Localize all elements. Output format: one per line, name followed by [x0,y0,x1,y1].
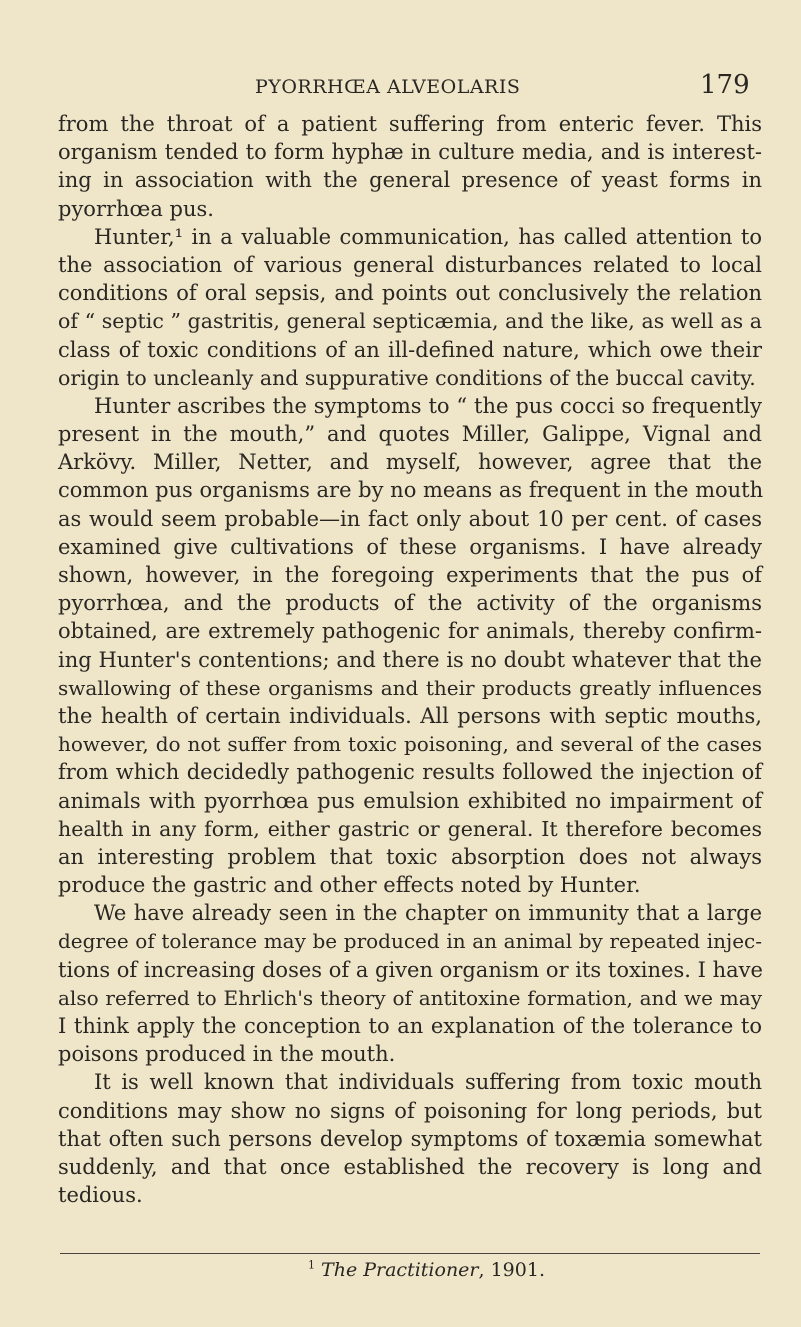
text-line: ing in association with the general presence of yeast forms in [58,168,762,193]
text-line: produce the gastric and other effects noted by Hunter. [58,873,641,898]
running-title: PYORRHŒA ALVEOLARIS [255,76,521,98]
text-line: swallowing of these organisms and their products greatly influences [58,675,762,700]
text-line: as would seem probable—in fact only about 10 per cent. of cases [58,506,762,531]
text-line: Hunter ascribes the symptoms to “ the pus cocci so frequently [94,393,762,418]
text-line: suddenly, and that once established the recovery is long and [58,1154,762,1179]
text-line: also referred to Ehrlich's theory of antitoxine formation, and we may [58,985,762,1010]
text-line: class of toxic conditions of an ill-defined nature, which owe their [58,337,762,362]
text-line: organism tended to form hyphæ in culture media, and is interest- [58,140,762,165]
text-line: It is well known that individuals suffering from toxic mouth [94,1070,762,1095]
body-text [58,110,762,1209]
page-header [0,70,801,102]
text-line: Arkövy. Miller, Netter, and myself, however, agree that the [58,450,762,475]
text-line: that often such persons develop symptoms of toxæmia somewhat [58,1126,762,1151]
text-line: from which decidedly pathogenic results followed the injection of [58,760,762,785]
text-line: pyorrhœa pus. [58,196,214,221]
footnote [308,1259,545,1281]
text-line: the health of certain individuals. All persons with septic mouths, [58,703,762,728]
text-line: the association of various general disturbances related to local [58,252,762,277]
text-line: examined give cultivations of these organisms. I have already [58,534,762,559]
text-line: conditions of oral sepsis, and points out conclusively the relation [58,281,762,306]
text-line: an interesting problem that toxic absorption does not always [58,844,762,869]
text-line: tedious. [58,1183,143,1208]
text-line: origin to uncleanly and suppurative conditions of the buccal cavity. [58,365,756,390]
footnote-date: , 1901. [478,1259,545,1281]
page-number: 179 [700,70,750,100]
footnote-title: The Practitioner [321,1259,479,1281]
text-line: I think apply the conception to an explanation of the tolerance to [58,1014,762,1038]
footnote-marker: 1 [308,1258,315,1272]
text-line: of “ septic ” gastritis, general septicæmia, and the like, as well as a [58,309,762,334]
text-line: obtained, are extremely pathogenic for animals, thereby confirm- [58,619,762,644]
text-line: health in any form, either gastric or general. It therefore becomes [58,816,762,841]
text-line: common pus organisms are by no means as frequent in the mouth [58,478,764,503]
text-line: present in the mouth,” and quotes Miller, Galippe, Vignal and [58,422,762,447]
text-line: poisons produced in the mouth. [58,1042,396,1067]
text-line: Hunter,¹ in a valuable communication, has called attention to [94,224,762,249]
text-line: We have already seen in the chapter on immunity that a large [94,901,762,926]
text-line: ing Hunter's contentions; and there is no doubt whatever that the [58,647,762,672]
text-line: degree of tolerance may be produced in an animal by repeated injec- [58,929,762,954]
text-line: animals with pyorrhœa pus emulsion exhibited no impairment of [58,788,762,813]
text-line: conditions may show no signs of poisoning for long periods, but [58,1098,762,1123]
footnote-divider [60,1253,760,1254]
text-line: shown, however, in the foregoing experiments that the pus of [58,563,762,587]
text-line: pyorrhœa, and the products of the activity of the organisms [58,591,762,616]
text-line: from the throat of a patient suffering from enteric fever. This [58,112,762,136]
text-line: tions of increasing doses of a given organism or its toxines. I have [58,957,763,982]
text-line: however, do not suffer from toxic poisoning, and several of the cases [58,732,762,757]
